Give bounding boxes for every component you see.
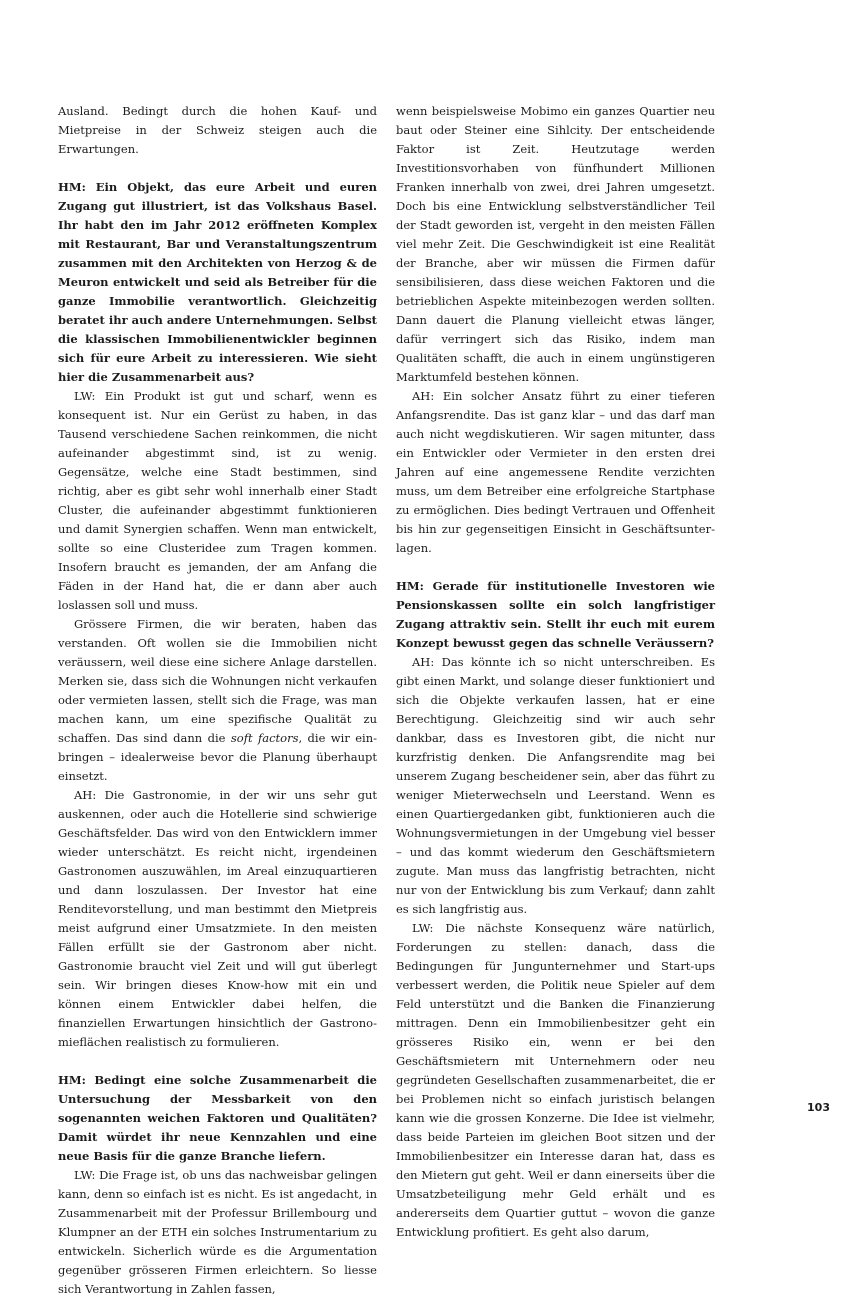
answer-text: Grössere Firmen, die wir beraten, haben das verstanden. Oft wollen sie die Immobilien nicht veräussern, weil diese eine sichere Anlage darstellen. Merken sie, dass sich die Wohnungen nicht verkaufen oder vermieten lassen, stellt sich die Frage, was man machen kann, um eine spezifische Qualität zu schaffen. Das sind dann die: [58, 617, 377, 745]
interview-answer: AH: Das könnte ich so nicht unterschreiben. Es gibt einen Markt, und solange dieser funktioniert und sich die Objekte verkaufen lassen, hat er eine Berechtigung. Gleichzeitig sind wir auch sehr dankbar, dass es Investoren gibt, die nicht nur kurzfristig denken. Die Anfangsrendite mag bei unserem Zugang bescheidener sein, aber das führt zu weniger Mieterwechseln und Leerstand. Wenn es einen Quartiergedanken gibt, funktionieren auch die Wohnungsvermietungen in der Umgebung viel besser – und das kommt wiederum den Geschäftsmietern zugute. Man muss das langfristig betrachten, nicht nur von der Entwicklung bis zum Verkauf; dann zahlt es sich langfristig aus.: [396, 655, 715, 916]
answer-text: , die wir einbringen – idealerweise bevor die Planung überhaupt einsetzt.: [58, 731, 377, 783]
interview-answer: LW: Die nächste Konsequenz wäre natürlich, Forderungen zu stellen: danach, dass die Bedingungen für Jungunternehmer und Start-ups verbessert werden, die Politik neue Spieler auf dem Feld unterstützt und die Banken die Finanzierung mittragen. Denn ein Immobilienbesitzer geht ein grösseres Risiko ein, wenn er bei den Geschäftsmietern mit Unternehmern oder neu gegründeten Gesellschaften zusammenarbeitet, die er bei Problemen nicht so einfach juristisch belangen kann wie die grossen Konzerne. Die Idee ist vielmehr, dass beide Parteien im gleichen Boot sitzen und der Immobilienbesitzer ein Interesse daran hat, dass es den Mietern gut geht. Weil er dann einerseits über die Umsatzbeteiligung mehr Geld erhält und es andererseits dem Quartier guttut – wovon die ganze Entwicklung profitiert. Es geht also darum,: [396, 921, 715, 1239]
paragraph: Ausland. Bedingt durch die hohen Kauf- und Mietpreise in der Schweiz steigen auch die Erwartungen.: [58, 104, 377, 156]
interview-answer: [58, 615, 377, 786]
interview-answer: AH: Die Gastronomie, in der wir uns sehr gut auskennen, oder auch die Hotellerie sind schwierige Geschäftsfelder. Das wird von den Entwicklern immer wieder unterschätzt. Es reicht nicht, irgendeinen Gastronomen auszuwählen, im Areal einzuquartieren und dann loszulassen. Der Investor hat eine Renditevorstellung, und man bestimmt den Mietpreis meist aufgrund einer Umsatzmiete. In den meisten Fällen erfüllt sie der Gastronom aber nicht. Gastronomie braucht viel Zeit und will gut überlegt sein. Wir bringen dieses Know-how mit ein und können einem Entwickler dabei helfen, die finanziellen Erwartungen hinsichtlich der Gastronomieflächen realistisch zu formulieren.: [58, 788, 377, 1049]
page-number: 103: [807, 1101, 830, 1114]
paragraph: wenn beispielsweise Mobimo ein ganzes Quartier neu baut oder Steiner eine Sihlcity. Der entscheidende Faktor ist Zeit. Heutzutage werden Investitionsvorhaben von fünfhundert Millionen Franken innerhalb von zwei, drei Jahren umgesetzt. Doch bis eine Entwicklung selbstverständlicher Teil der Stadt geworden ist, vergeht in den meisten Fällen viel mehr Zeit. Die Geschwindigkeit ist eine Realität der Branche, aber wir müssen die Firmen dafür sensibilisieren, dass diese weichen Faktoren und die betrieblichen Aspekte miteinbezogen werden sollten. Dann dauert die Planung vielleicht etwas länger, dafür verringert sich das Risiko, indem man Qualitäten schafft, die auch in einem ungünstigeren Marktumfeld bestehen können.: [396, 104, 715, 384]
interview-question: HM: Ein Objekt, das eure Arbeit und euren Zugang gut illustriert, ist das Volkshaus Basel. Ihr habt den im Jahr 2012 eröffneten Komplex mit Restaurant, Bar und Veranstaltungszentrum zusammen mit den Architekten von Herzog & de Meuron entwickelt und seid als Betreiber für die ganze Immobilie verantwortlich. Gleichzeitig beratet ihr auch andere Unternehmungen. Selbst die klassischen Immobilienentwickler beginnen sich für eure Arbeit zu interessieren. Wie sieht hier die Zusammenarbeit aus?: [58, 180, 377, 384]
interview-question: HM: Gerade für institutionelle Investoren wie Pensionskassen sollte ein solch langfristiger Zugang attraktiv sein. Stellt ihr euch mit eurem Konzept bewusst gegen das schnelle Veräussern?: [396, 579, 715, 650]
interview-answer: LW: Die Frage ist, ob uns das nachweisbar gelingen kann, denn so einfach ist es nicht. Es ist angedacht, in Zusammenarbeit mit der Professur Brillembourg und Klumpner an der ETH ein solches Instrumentarium zu entwickeln. Sicherlich würde es die Argumentation gegenüber grösseren Firmen erleichtern. So liesse sich Verantwortung in Zahlen fassen,: [58, 1168, 377, 1296]
interview-answer: LW: Ein Produkt ist gut und scharf, wenn es konsequent ist. Nur ein Gerüst zu haben, in das Tausend verschiedene Sachen reinkommen, die nicht aufeinander abgestimmt sind, ist zu wenig. Gegensätze, welche eine Stadt bestimmen, sind richtig, aber es gibt sehr wohl innerhalb einer Stadt Cluster, die aufeinander abgestimmt funktionieren und damit Synergien schaffen. Wenn man entwickelt, sollte so eine Clusteridee zum Tragen kommen. Insofern braucht es jemanden, der am Anfang die Fäden in der Hand hat, die er dann aber auch loslassen soll und muss.: [58, 389, 377, 612]
interview-answer: AH: Ein solcher Ansatz führt zu einer tieferen Anfangsrendite. Das ist ganz klar – und das darf man auch nicht wegdiskutieren. Wir sagen mitunter, dass ein Entwickler oder Vermieter in den ersten drei Jahren auf eine angemessene Rendite verzichten muss, um dem Betreiber eine erfolgreiche Startphase zu ermöglichen. Dies bedingt Vertrauen und Offenheit bis hin zur gegenseitigen Einsicht in Geschäftsunterlagen.: [396, 389, 715, 555]
right-text-column: [396, 102, 715, 1242]
emphasis-text: soft factors: [230, 731, 299, 745]
left-text-column: [58, 102, 377, 1299]
interview-question: HM: Bedingt eine solche Zusammenarbeit die Untersuchung der Messbarkeit von den sogenannten weichen Faktoren und Qualitäten? Damit würdet ihr neue Kennzahlen und eine neue Basis für die ganze Branche liefern.: [58, 1073, 377, 1163]
